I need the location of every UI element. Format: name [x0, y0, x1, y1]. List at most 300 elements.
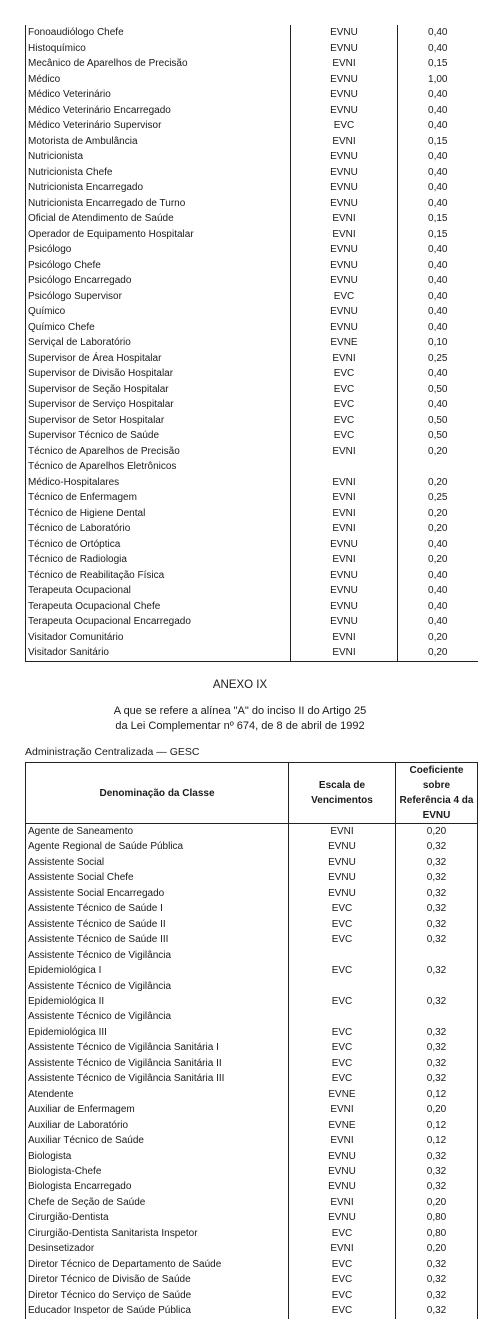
coefficient-cell: 0,40	[398, 599, 478, 615]
class-name-cell: Assistente Social Chefe	[26, 870, 289, 885]
table-row	[26, 948, 478, 963]
coefficient-cell: 0,40	[398, 304, 478, 320]
coefficient-cell: 0,20	[396, 824, 478, 840]
coefficient-cell: 0,80	[396, 1210, 478, 1225]
salary-scale-cell: EVNU	[291, 583, 398, 599]
salary-scale-cell: EVNI	[291, 211, 398, 227]
annex-reference-line-1: A que se refere a alínea "A" do inciso II do Artigo 25	[113, 705, 367, 717]
class-name-cell: Médico	[26, 72, 291, 88]
class-name-cell: Histoquímico	[26, 41, 291, 57]
class-name-cell: Diretor Técnico de Divisão de Saúde	[26, 1272, 289, 1287]
table-row	[26, 979, 478, 994]
coefficient-cell: 0,40	[398, 614, 478, 630]
coefficient-cell: 0,12	[396, 1118, 478, 1133]
table-row	[26, 552, 478, 568]
salary-scale-cell: EVC	[291, 366, 398, 382]
salary-scale-cell: EVNU	[289, 855, 396, 870]
table-row	[26, 994, 478, 1009]
coefficient-cell: 0,25	[398, 490, 478, 506]
class-name-cell: Auxiliar de Laboratório	[26, 1118, 289, 1133]
class-name-cell: Chefe de Seção de Saúde	[26, 1195, 289, 1210]
coefficient-cell: 0,40	[398, 87, 478, 103]
section-title: Administração Centralizada — GESC	[25, 746, 200, 758]
salary-scale-cell: EVC	[289, 1288, 396, 1303]
table-row	[26, 1087, 478, 1102]
class-name-cell: Supervisor de Setor Hospitalar	[26, 413, 291, 429]
salary-scale-cell	[289, 1009, 396, 1024]
table-row	[26, 180, 478, 196]
coefficient-cell: 0,20	[398, 475, 478, 491]
class-name-cell: Assistente Social	[26, 855, 289, 870]
coefficient-cell: 0,20	[398, 444, 478, 460]
coefficient-cell	[396, 1009, 478, 1024]
table-row	[26, 932, 478, 947]
table-row	[26, 568, 478, 584]
class-name-cell: Técnico de Laboratório	[26, 521, 291, 537]
coefficient-cell	[398, 459, 478, 475]
table-row	[26, 118, 478, 134]
salary-scale-cell: EVC	[289, 1257, 396, 1272]
class-name-cell: Agente Regional de Saúde Pública	[26, 839, 289, 854]
salary-scale-cell: EVNU	[289, 1149, 396, 1164]
coefficient-cell: 0,40	[398, 583, 478, 599]
class-name-cell: Epidemiológica III	[26, 1025, 289, 1040]
table-row	[26, 1303, 478, 1318]
coefficient-cell: 0,20	[396, 1241, 478, 1256]
class-name-cell: Assistente Técnico de Saúde III	[26, 932, 289, 947]
coefficient-cell: 0,15	[398, 56, 478, 72]
salary-scale-cell: EVC	[291, 289, 398, 305]
class-name-cell: Assistente Técnico de Vigilância	[26, 1009, 289, 1024]
annex-reference-line-2: da Lei Complementar nº 674, de 8 de abril de 1992	[115, 720, 365, 732]
table-row	[26, 1118, 478, 1133]
table-row	[26, 165, 478, 181]
coefficient-cell: 0,40	[398, 118, 478, 134]
coefficient-cell: 0,50	[398, 428, 478, 444]
table-row	[26, 335, 478, 351]
salary-scale-cell: EVNU	[289, 870, 396, 885]
class-name-cell: Técnico de Aparelhos Eletrônicos	[26, 459, 291, 475]
class-name-cell: Químico	[26, 304, 291, 320]
class-name-cell: Educador Inspetor de Saúde Pública	[26, 1303, 289, 1318]
table-row	[26, 242, 478, 258]
coefficient-cell: 0,40	[398, 25, 478, 41]
table-row	[26, 1210, 478, 1225]
class-name-cell: Supervisor de Divisão Hospitalar	[26, 366, 291, 382]
coefficient-cell: 0,32	[396, 1149, 478, 1164]
coefficient-cell: 0,40	[398, 196, 478, 212]
salary-scale-cell: EVNE	[289, 1118, 396, 1133]
table-row	[26, 1102, 478, 1117]
table-row	[26, 149, 478, 165]
class-name-cell: Atendente	[26, 1087, 289, 1102]
salary-scale-cell: EVNI	[291, 227, 398, 243]
salary-scale-cell: EVNU	[291, 25, 398, 41]
table-row	[26, 1009, 478, 1024]
coefficient-cell: 0,40	[398, 258, 478, 274]
coefficient-cell: 0,32	[396, 932, 478, 947]
class-name-cell: Biologista Encarregado	[26, 1179, 289, 1194]
table-row	[26, 428, 478, 444]
table-row	[26, 382, 478, 398]
class-name-cell: Médico Veterinário	[26, 87, 291, 103]
salary-scale-cell: EVNI	[291, 506, 398, 522]
salary-scale-cell: EVNI	[289, 1195, 396, 1210]
class-name-cell: Nutricionista	[26, 149, 291, 165]
salary-scale-cell: EVNI	[291, 134, 398, 150]
salary-scale-cell: EVNI	[291, 490, 398, 506]
class-name-cell: Serviçal de Laboratório	[26, 335, 291, 351]
coefficient-cell: 0,12	[396, 1133, 478, 1148]
salary-scale-cell: EVNI	[291, 552, 398, 568]
table-row	[26, 1149, 478, 1164]
salary-scale-cell: EVC	[289, 917, 396, 932]
salary-scale-cell: EVNU	[291, 304, 398, 320]
coefficient-cell: 0,25	[398, 351, 478, 367]
header-salary-scale: Escala de Vencimentos	[289, 763, 396, 824]
coefficient-cell: 0,20	[398, 645, 478, 661]
coefficient-cell	[396, 948, 478, 963]
table-row	[26, 475, 478, 491]
table-row	[26, 351, 478, 367]
salary-scale-cell: EVNU	[291, 568, 398, 584]
salary-scale-cell: EVNU	[291, 87, 398, 103]
coefficient-cell: 0,32	[396, 1040, 478, 1055]
salary-scale-cell: EVNU	[291, 537, 398, 553]
table-row	[26, 1195, 478, 1210]
salary-scale-cell: EVNI	[291, 56, 398, 72]
coefficient-cell: 0,20	[398, 552, 478, 568]
coefficient-cell: 0,40	[398, 320, 478, 336]
coefficient-cell: 0,12	[396, 1087, 478, 1102]
coefficient-cell: 0,15	[398, 211, 478, 227]
table-row	[26, 1025, 478, 1040]
salary-scale-cell: EVNU	[291, 72, 398, 88]
coefficient-cell: 1,00	[398, 72, 478, 88]
class-name-cell: Auxiliar de Enfermagem	[26, 1102, 289, 1117]
class-name-cell: Técnico de Reabilitação Física	[26, 568, 291, 584]
table-row	[26, 41, 478, 57]
table-row	[26, 289, 478, 305]
salary-scale-cell: EVC	[289, 1303, 396, 1318]
table-row	[26, 839, 478, 854]
table-row	[26, 599, 478, 615]
salary-scale-cell: EVC	[289, 1040, 396, 1055]
class-name-cell: Cirurgião-Dentista Sanitarista Inspetor	[26, 1226, 289, 1241]
salary-scale-cell: EVNI	[289, 824, 396, 840]
salary-scale-cell: EVC	[289, 1071, 396, 1086]
table-row	[26, 304, 478, 320]
class-name-cell: Diretor Técnico do Serviço de Saúde	[26, 1288, 289, 1303]
header-coefficient: Coeficiente sobre Referência 4 da EVNU	[396, 763, 478, 824]
salary-scale-cell: EVNU	[291, 599, 398, 615]
coefficient-cell: 0,32	[396, 994, 478, 1009]
class-name-cell: Supervisor de Serviço Hospitalar	[26, 397, 291, 413]
class-name-cell: Epidemiológica I	[26, 963, 289, 978]
coefficient-cell: 0,40	[398, 289, 478, 305]
coefficient-cell: 0,20	[396, 1102, 478, 1117]
coefficient-cell: 0,15	[398, 134, 478, 150]
coefficient-cell: 0,40	[398, 537, 478, 553]
class-name-cell: Visitador Sanitário	[26, 645, 291, 661]
table-row	[26, 1226, 478, 1241]
class-name-cell: Diretor Técnico de Departamento de Saúde	[26, 1257, 289, 1272]
coefficient-cell: 0,32	[396, 870, 478, 885]
class-name-cell: Assistente Técnico de Vigilância	[26, 948, 289, 963]
coefficient-cell: 0,40	[398, 366, 478, 382]
coefficient-cell: 0,32	[396, 1272, 478, 1287]
table-row	[26, 227, 478, 243]
salary-scale-cell	[289, 979, 396, 994]
class-name-cell: Técnico de Radiologia	[26, 552, 291, 568]
class-name-cell: Médico Veterinário Encarregado	[26, 103, 291, 119]
coefficient-cell: 0,40	[398, 242, 478, 258]
class-name-cell: Supervisor de Seção Hospitalar	[26, 382, 291, 398]
salary-scale-cell: EVNU	[291, 242, 398, 258]
salary-scale-cell: EVNE	[289, 1087, 396, 1102]
table-row	[26, 1257, 478, 1272]
class-name-cell: Assistente Técnico de Vigilância Sanitária II	[26, 1056, 289, 1071]
class-name-cell: Terapeuta Ocupacional Chefe	[26, 599, 291, 615]
table-body	[26, 824, 478, 1319]
table-row	[26, 1071, 478, 1086]
salary-scale-cell: EVNU	[291, 614, 398, 630]
salary-scale-cell: EVNU	[291, 149, 398, 165]
salary-scale-cell: EVNU	[289, 1179, 396, 1194]
salary-scale-cell: EVNU	[291, 103, 398, 119]
table-row	[26, 1241, 478, 1256]
table-row	[26, 855, 478, 870]
table-row	[26, 1056, 478, 1071]
salary-scale-cell: EVNU	[291, 41, 398, 57]
class-name-cell: Assistente Técnico de Vigilância	[26, 979, 289, 994]
table-row	[26, 1133, 478, 1148]
coefficient-cell: 0,40	[398, 149, 478, 165]
table-row	[26, 258, 478, 274]
salary-scale-cell: EVNI	[291, 444, 398, 460]
table-row	[26, 413, 478, 429]
salary-scale-cell: EVNI	[291, 521, 398, 537]
class-name-cell: Técnico de Enfermagem	[26, 490, 291, 506]
coefficient-cell: 0,50	[398, 413, 478, 429]
class-name-cell: Motorista de Ambulância	[26, 134, 291, 150]
class-name-cell: Técnico de Higiene Dental	[26, 506, 291, 522]
table-row	[26, 537, 478, 553]
coefficient-cell: 0,32	[396, 963, 478, 978]
coefficient-cell: 0,32	[396, 1025, 478, 1040]
class-name-cell: Epidemiológica II	[26, 994, 289, 1009]
coefficient-cell: 0,40	[398, 397, 478, 413]
coefficient-cell: 0,32	[396, 886, 478, 901]
coefficient-cell: 0,32	[396, 1164, 478, 1179]
table-row	[26, 1179, 478, 1194]
salary-scale-cell: EVC	[289, 963, 396, 978]
class-name-cell: Nutricionista Encarregado de Turno	[26, 196, 291, 212]
coefficient-cell: 0,20	[398, 630, 478, 646]
class-name-cell: Assistente Social Encarregado	[26, 886, 289, 901]
salary-scale-cell: EVC	[291, 382, 398, 398]
class-name-cell: Médico Veterinário Supervisor	[26, 118, 291, 134]
salary-scale-cell: EVC	[289, 994, 396, 1009]
salary-scale-cell: EVNU	[289, 886, 396, 901]
salary-scale-cell: EVC	[289, 1025, 396, 1040]
class-name-cell: Visitador Comunitário	[26, 630, 291, 646]
class-name-cell: Oficial de Atendimento de Saúde	[26, 211, 291, 227]
table-row	[26, 444, 478, 460]
salary-scale-cell: EVNU	[289, 1210, 396, 1225]
coefficient-cell: 0,32	[396, 917, 478, 932]
table-row	[26, 870, 478, 885]
coefficient-cell: 0,40	[398, 103, 478, 119]
coefficient-cell: 0,32	[396, 1179, 478, 1194]
class-name-cell: Desinsetizador	[26, 1241, 289, 1256]
header-class-name: Denominação da Classe	[26, 763, 289, 824]
salary-scale-cell: EVNU	[291, 165, 398, 181]
table-row	[26, 583, 478, 599]
table-row	[26, 1164, 478, 1179]
coefficient-cell: 0,32	[396, 1257, 478, 1272]
coefficient-cell: 0,80	[396, 1226, 478, 1241]
table-row	[26, 490, 478, 506]
table-row	[26, 521, 478, 537]
coefficient-cell: 0,40	[398, 41, 478, 57]
salary-scale-cell: EVNI	[289, 1133, 396, 1148]
coefficient-cell	[396, 979, 478, 994]
class-name-cell: Operador de Equipamento Hospitalar	[26, 227, 291, 243]
coefficient-cell: 0,20	[396, 1195, 478, 1210]
table-row	[26, 366, 478, 382]
class-name-cell: Técnico de Aparelhos de Precisão	[26, 444, 291, 460]
table-row	[26, 397, 478, 413]
table-row	[26, 87, 478, 103]
coefficient-cell: 0,32	[396, 1071, 478, 1086]
class-name-cell: Nutricionista Encarregado	[26, 180, 291, 196]
table-row	[26, 273, 478, 289]
class-name-cell: Nutricionista Chefe	[26, 165, 291, 181]
salary-scale-cell: EVC	[291, 413, 398, 429]
table-row	[26, 614, 478, 630]
table-row	[26, 901, 478, 916]
salary-scale-cell: EVC	[289, 1272, 396, 1287]
table-row	[26, 211, 478, 227]
table-row	[26, 103, 478, 119]
class-name-cell: Assistente Técnico de Saúde I	[26, 901, 289, 916]
table-row	[26, 1288, 478, 1303]
salary-scale-cell: EVC	[289, 932, 396, 947]
table-row	[26, 25, 478, 41]
table-row	[26, 56, 478, 72]
salary-scale-cell: EVC	[289, 901, 396, 916]
table-row	[26, 824, 478, 840]
class-name-cell: Agente de Saneamento	[26, 824, 289, 840]
salary-scale-cell: EVNI	[291, 645, 398, 661]
class-name-cell: Mecânico de Aparelhos de Precisão	[26, 56, 291, 72]
salary-scale-cell	[289, 948, 396, 963]
class-name-cell: Assistente Técnico de Vigilância Sanitária I	[26, 1040, 289, 1055]
table-row	[26, 645, 478, 661]
salary-scale-cell: EVNI	[289, 1102, 396, 1117]
coefficient-cell: 0,20	[398, 506, 478, 522]
class-name-cell: Assistente Técnico de Vigilância Sanitária III	[26, 1071, 289, 1086]
classes-table-continued	[25, 25, 478, 662]
coefficient-cell: 0,32	[396, 1303, 478, 1318]
salary-scale-cell: EVNI	[291, 475, 398, 491]
class-name-cell: Supervisor de Área Hospitalar	[26, 351, 291, 367]
table-row	[26, 134, 478, 150]
table-row	[26, 72, 478, 88]
coefficient-cell: 0,32	[396, 839, 478, 854]
class-name-cell: Psicólogo Encarregado	[26, 273, 291, 289]
classes-table-annex-ix	[25, 762, 478, 1319]
coefficient-cell: 0,40	[398, 165, 478, 181]
coefficient-cell: 0,15	[398, 227, 478, 243]
class-name-cell: Psicólogo	[26, 242, 291, 258]
salary-scale-cell: EVNI	[289, 1241, 396, 1256]
salary-scale-cell: EVC	[291, 397, 398, 413]
coefficient-cell: 0,40	[398, 273, 478, 289]
class-name-cell: Psicólogo Supervisor	[26, 289, 291, 305]
coefficient-cell: 0,50	[398, 382, 478, 398]
coefficient-cell: 0,20	[398, 521, 478, 537]
salary-scale-cell: EVNU	[291, 273, 398, 289]
table-row	[26, 320, 478, 336]
salary-scale-cell: EVC	[289, 1056, 396, 1071]
salary-scale-cell: EVNU	[291, 180, 398, 196]
salary-scale-cell: EVNU	[291, 320, 398, 336]
coefficient-cell: 0,32	[396, 855, 478, 870]
class-name-cell: Técnico de Ortóptica	[26, 537, 291, 553]
class-name-cell: Biologista	[26, 1149, 289, 1164]
class-name-cell: Supervisor Técnico de Saúde	[26, 428, 291, 444]
coefficient-cell: 0,32	[396, 901, 478, 916]
table-row	[26, 196, 478, 212]
salary-scale-cell: EVC	[291, 428, 398, 444]
salary-scale-cell: EVNI	[291, 351, 398, 367]
class-name-cell: Psicólogo Chefe	[26, 258, 291, 274]
coefficient-cell: 0,32	[396, 1288, 478, 1303]
salary-scale-cell: EVNI	[291, 630, 398, 646]
salary-scale-cell: EVNU	[291, 196, 398, 212]
coefficient-cell: 0,32	[396, 1056, 478, 1071]
salary-scale-cell: EVC	[289, 1226, 396, 1241]
table-row	[26, 1272, 478, 1287]
salary-scale-cell: EVC	[291, 118, 398, 134]
salary-scale-cell: EVNU	[291, 258, 398, 274]
coefficient-cell: 0,10	[398, 335, 478, 351]
table-header-row	[26, 763, 478, 824]
salary-scale-cell	[291, 459, 398, 475]
salary-scale-cell: EVNE	[291, 335, 398, 351]
coefficient-cell: 0,40	[398, 180, 478, 196]
salary-scale-cell: EVNU	[289, 839, 396, 854]
table-row	[26, 963, 478, 978]
table-row	[26, 1040, 478, 1055]
table-row	[26, 886, 478, 901]
table-body	[26, 25, 478, 661]
table-row	[26, 630, 478, 646]
class-name-cell: Assistente Técnico de Saúde II	[26, 917, 289, 932]
table-row	[26, 459, 478, 475]
class-name-cell: Auxiliar Técnico de Saúde	[26, 1133, 289, 1148]
table-row	[26, 506, 478, 522]
coefficient-cell: 0,40	[398, 568, 478, 584]
class-name-cell: Químico Chefe	[26, 320, 291, 336]
class-name-cell: Médico-Hospitalares	[26, 475, 291, 491]
annex-title: ANEXO IX	[212, 679, 268, 691]
class-name-cell: Biologista-Chefe	[26, 1164, 289, 1179]
class-name-cell: Terapeuta Ocupacional Encarregado	[26, 614, 291, 630]
class-name-cell: Cirurgião-Dentista	[26, 1210, 289, 1225]
